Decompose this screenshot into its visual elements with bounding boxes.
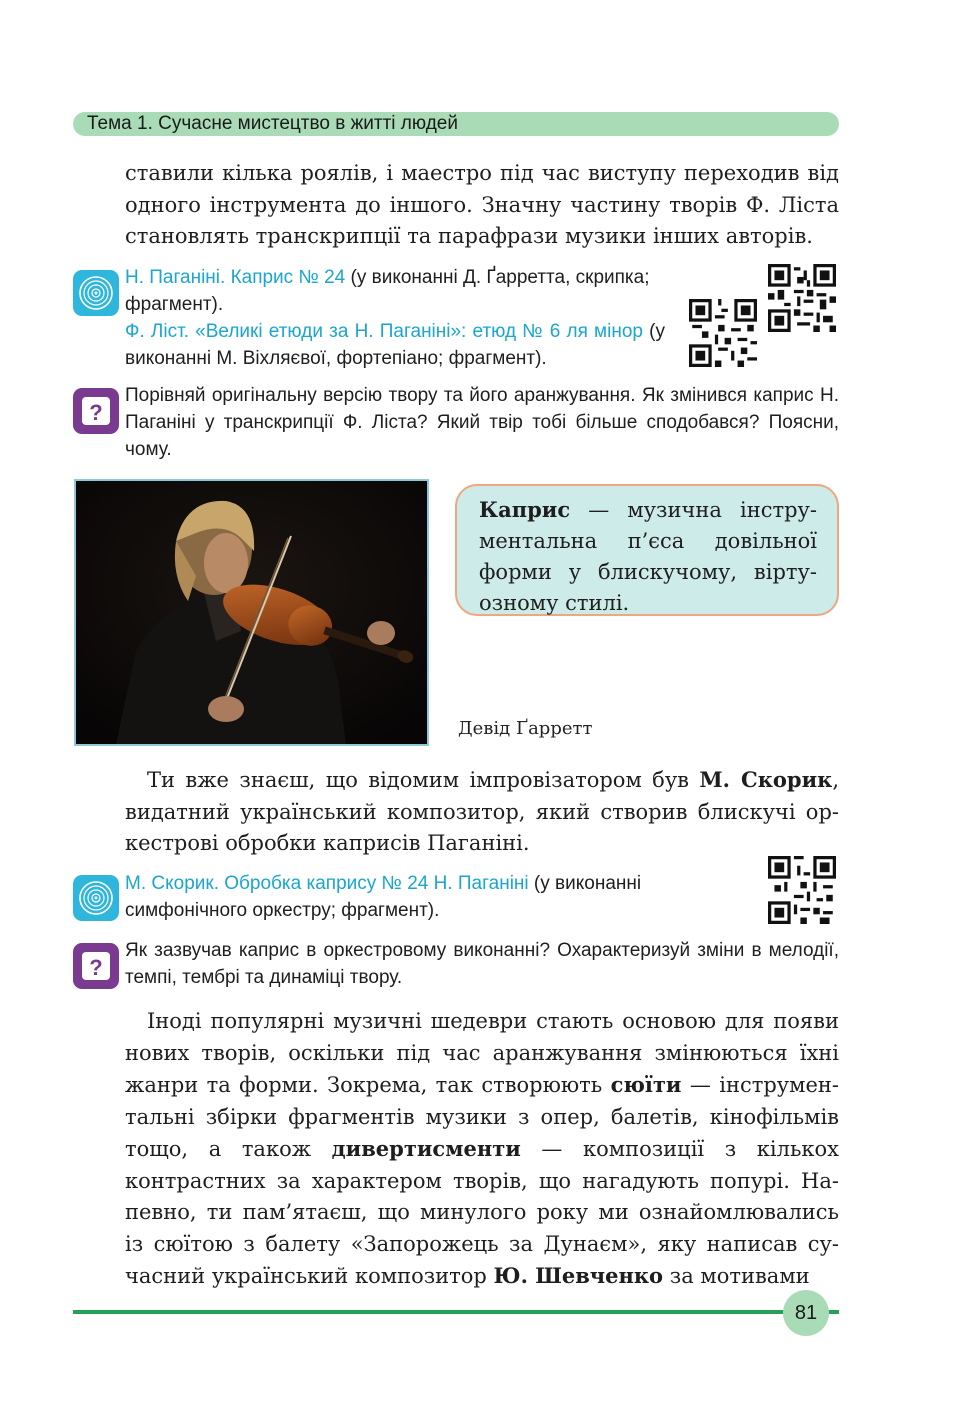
paragraph-2 <box>125 764 839 860</box>
listening-desc: (у виконанні М. Віхляєвої, фортепіано; фрагмент). <box>125 321 665 369</box>
question-2-text: Як зазвучав каприс в оркестровому виконанні? Охарактеризуй зміни в мелодії, темпі, тембрі та динаміці твору. <box>125 940 839 988</box>
qr-code-icon[interactable] <box>768 856 836 924</box>
paragraph-3 <box>125 1006 839 1293</box>
chapter-title: Тема 1. Сучасне мистецтво в житті людей <box>87 113 458 134</box>
listening-list-1 <box>125 264 745 372</box>
paragraph-3-text: за мотивами <box>663 1264 810 1288</box>
listening-item-skoryk <box>125 870 745 924</box>
paragraph-2-text: , видатний український композитор, який створив блискучі оркестрові обробки каприсів Паганіні. <box>125 768 839 855</box>
paragraph-3-text: — композиції з кількох контрастних за характером творів, що нагадують попурі. Напевно, ти пам’ятаєш, що минулого року ми ознайомлювались із сюїтою з балету «Запорожець за Дунаєм», яку написав сучасний український композитор <box>125 1137 839 1288</box>
term-suites: сюїти <box>610 1072 682 1097</box>
listening-link-skoryk[interactable]: М. Скорик. Обробка капрису № 24 Н. Паганіні <box>125 873 529 894</box>
term-divertissements: дивертисменти <box>331 1136 521 1161</box>
photo-david-garrett <box>74 479 429 746</box>
listening-desc: (у виконанні симфонічного оркестру; фрагмент). <box>125 873 642 921</box>
listening-desc: (у виконанні Д. Ґарретта, скрипка; фрагмент). <box>125 267 650 315</box>
audio-disc-icon[interactable] <box>73 270 119 316</box>
listening-link-liszt[interactable]: Ф. Ліст. «Великі етюди за Н. Паганіні»: етюд № 6 ля мінор <box>125 321 643 342</box>
paragraph-3-text: Іноді популярні музичні шедеври стають основою для появи нових творів, оскільки під час аранжування змінюються їхні жанри та форми. Зокрема, так створюють <box>125 1009 839 1097</box>
question-icon <box>73 388 119 434</box>
question-icon <box>73 943 119 989</box>
audio-disc-icon[interactable] <box>73 875 119 921</box>
chapter-header <box>73 112 839 136</box>
paragraph-2-text: Ти вже знаєш, що відомим імпровізатором був <box>147 768 700 792</box>
definition-term: Каприс <box>479 497 571 522</box>
question-1-text: Порівняй оригінальну версію твору та його аранжування. Як змінився каприс Н. Паганіні у транскрипції Ф. Ліста? Який твір тобі більше сподобався? Поясни, чому. <box>125 385 839 460</box>
composer-name-shevchenko: Ю. Шевченко <box>493 1263 664 1288</box>
svg-text:?: ? <box>89 400 103 425</box>
photo-caption: Девід Ґарретт <box>458 718 593 739</box>
paragraph-3-text: — інструментальні збірки фрагментів музики з опер, балетів, кінофільмів тощо, а також <box>125 1073 840 1161</box>
definition-box <box>455 484 839 616</box>
qr-code-icon[interactable] <box>768 264 836 332</box>
page-number: 81 <box>783 1290 829 1336</box>
footer-divider <box>73 1310 839 1314</box>
qr-code-icon[interactable] <box>689 299 757 367</box>
definition-text: — музична інструментальна п’єса довільної форми у блискучому, віртуозному стилі. <box>479 498 817 615</box>
composer-name-skoryk: М. Скорик <box>699 767 833 792</box>
listening-link-paganini[interactable]: Н. Паганіні. Каприс № 24 <box>125 267 346 288</box>
listening-item-2 <box>125 318 665 372</box>
svg-text:?: ? <box>89 955 103 980</box>
paragraph-1: ставили кілька роялів, і маестро під час виступу переходив від одного інструмента до іншого. Значну частину творів Ф. Ліста становлять транскрипції та парафрази музики інших авторів. <box>125 161 839 248</box>
listening-item-1 <box>125 264 745 318</box>
